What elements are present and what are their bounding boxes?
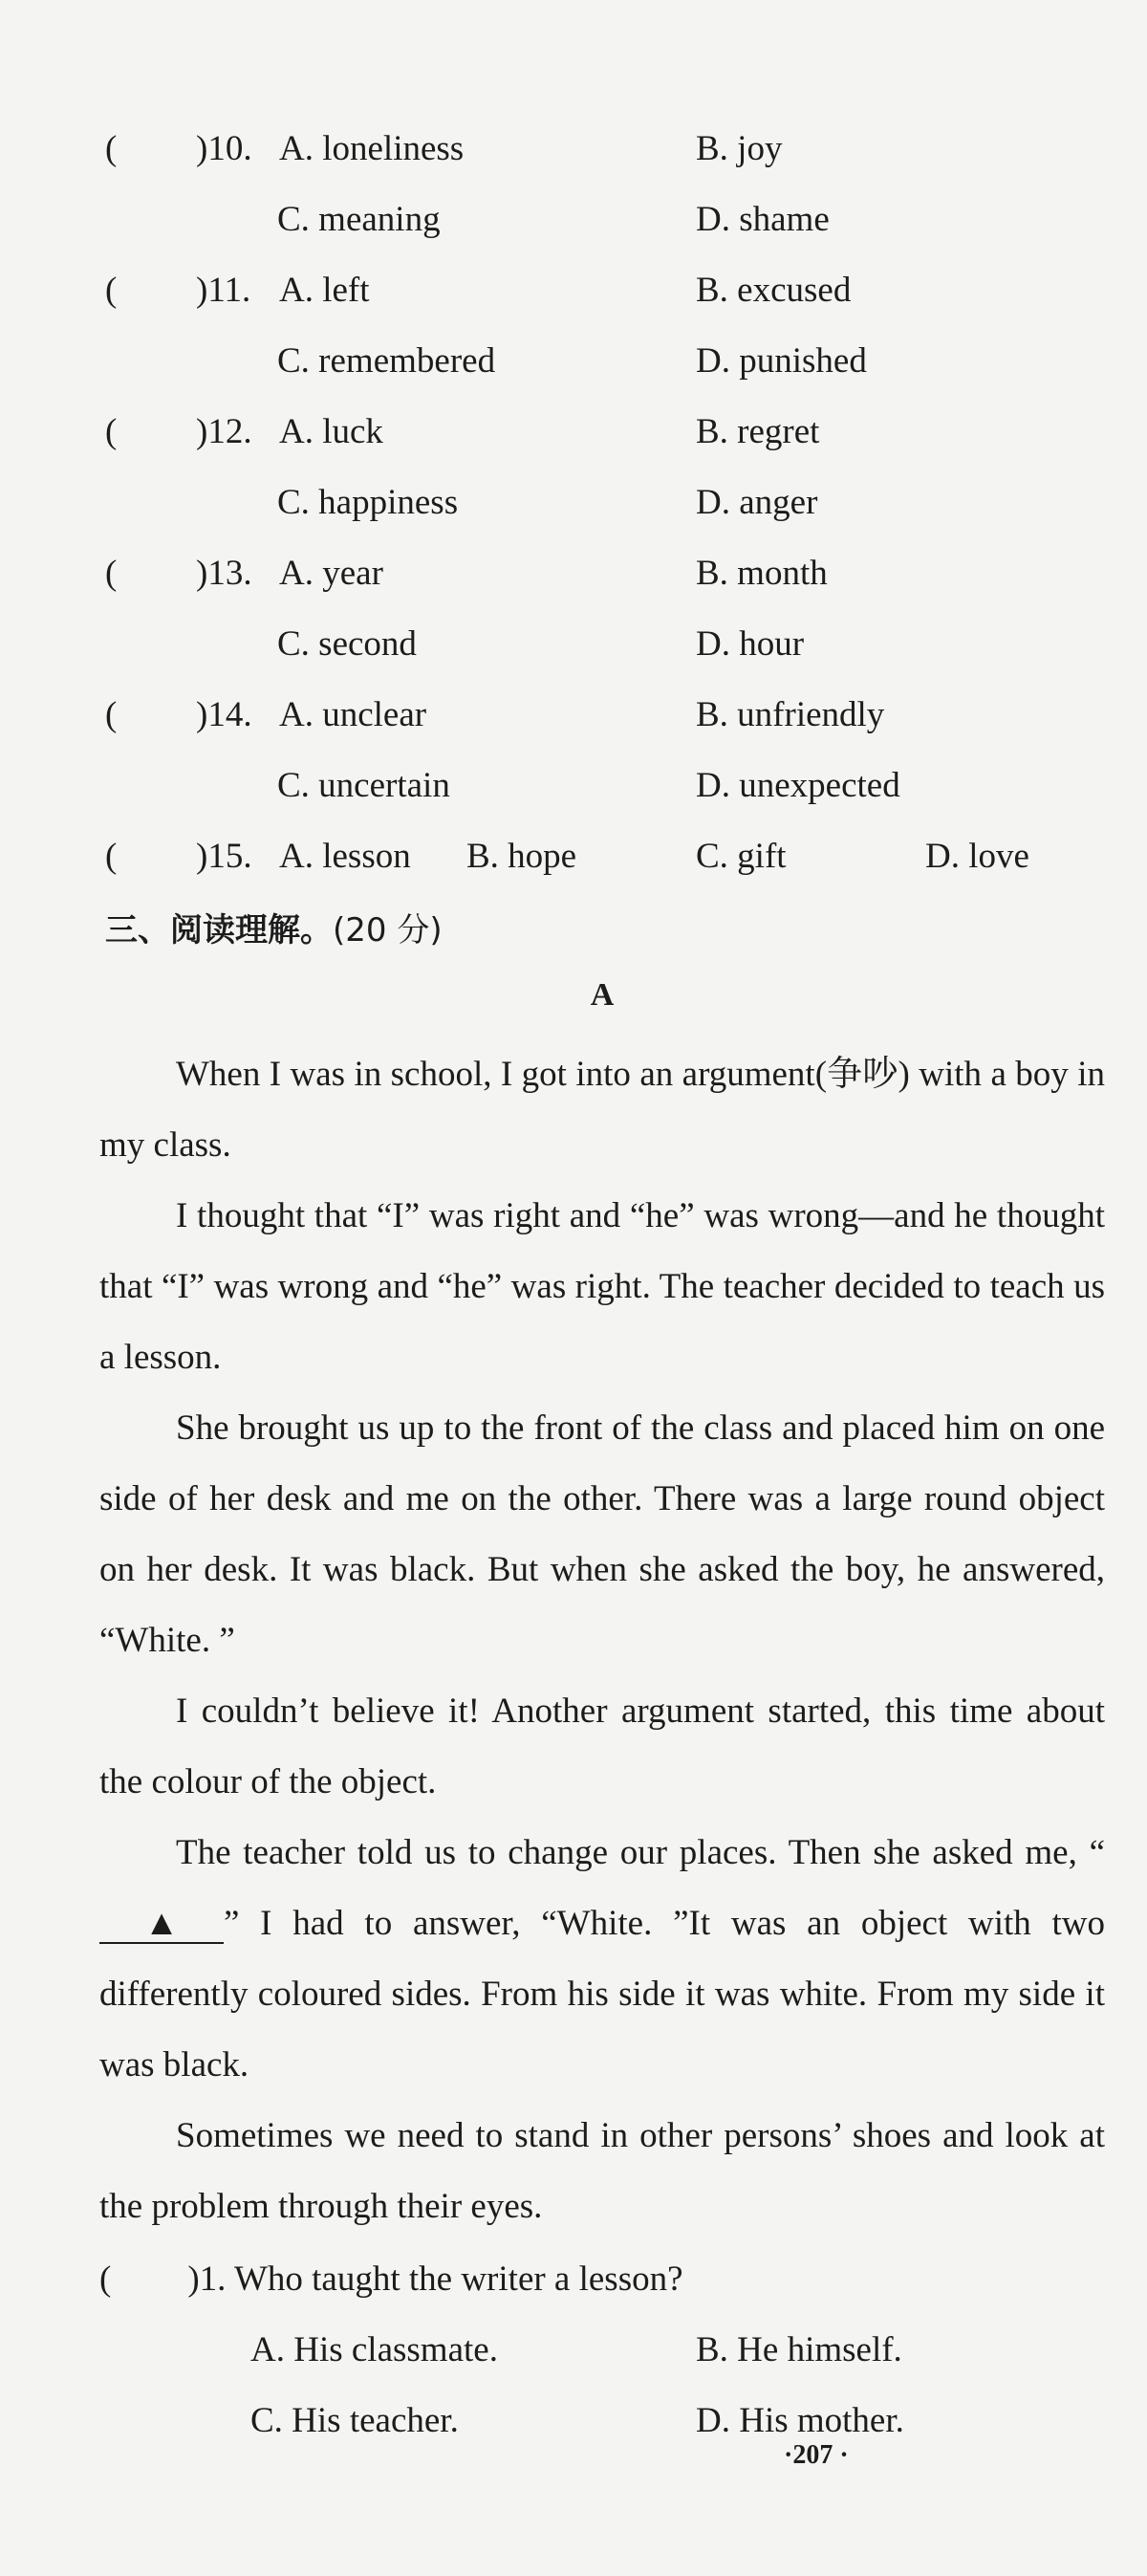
- option-d: D. punished: [696, 341, 867, 381]
- option-d: D. unexpected: [696, 766, 900, 805]
- option-a: A. left: [279, 271, 370, 310]
- paragraph-text: She brought us up to the front of the class and placed him on one side of her desk and me on the other. There was a large round object on her desk. It was black. But when she asked the boy, he answered, “White. ”: [99, 1408, 1105, 1660]
- option-b: B. hope: [466, 837, 577, 876]
- answer-paren[interactable]: (: [105, 554, 118, 593]
- option-c: C. second: [277, 624, 417, 664]
- passage-paragraph-2: [99, 1181, 1105, 1393]
- option-b: B. regret: [696, 412, 820, 451]
- answer-paren[interactable]: (: [105, 412, 118, 451]
- option-a: A. His classmate.: [250, 2330, 498, 2369]
- option-d: D. hour: [696, 624, 805, 664]
- option-d: D. love: [925, 837, 1029, 876]
- option-c: C. meaning: [277, 200, 441, 239]
- passage-paragraph-3: [99, 1393, 1105, 1676]
- option-b: B. joy: [696, 129, 783, 168]
- answer-paren[interactable]: (: [105, 129, 118, 168]
- question-number: )10.: [196, 129, 252, 168]
- option-c: C. uncertain: [277, 766, 450, 805]
- fill-in-blank[interactable]: ▲: [99, 1906, 224, 1944]
- option-b: B. month: [696, 554, 828, 593]
- passage-paragraph-1: [99, 1039, 1105, 1181]
- question-number: )11.: [196, 271, 251, 310]
- answer-paren[interactable]: (: [105, 695, 118, 734]
- question-number: )14.: [196, 695, 252, 734]
- answer-paren[interactable]: (: [105, 837, 118, 876]
- option-b: B. He himself.: [696, 2330, 902, 2369]
- option-b: B. excused: [696, 271, 852, 310]
- passage-paragraph-4: [99, 1676, 1105, 1818]
- answer-paren[interactable]: (: [99, 2259, 112, 2299]
- option-b: B. unfriendly: [696, 695, 885, 734]
- section-title: 三、阅读理解。: [105, 911, 333, 950]
- section-heading: [105, 904, 443, 950]
- option-c: C. happiness: [277, 483, 459, 522]
- option-a: A. lesson: [279, 837, 411, 876]
- paragraph-text: Sometimes we need to stand in other persons’ shoes and look at the problem through their eyes.: [99, 2116, 1105, 2226]
- paragraph-text: I couldn’t believe it! Another argument started, this time about the colour of the object.: [99, 1692, 1105, 1801]
- option-d: D. His mother.: [696, 2401, 904, 2440]
- page-number: ·207 ·: [784, 2440, 849, 2470]
- passage-paragraph-5: [99, 1818, 1105, 2101]
- section-points: (20 分): [333, 911, 443, 950]
- option-d: D. shame: [696, 200, 830, 239]
- option-c: C. gift: [696, 837, 787, 876]
- passage-label: A: [590, 977, 615, 1013]
- paragraph-text: The teacher told us to change our places. Then she asked me, “: [176, 1833, 1105, 1872]
- option-c: C. His teacher.: [250, 2401, 459, 2440]
- question-number: )13.: [196, 554, 252, 593]
- reading-question-1: [99, 2259, 683, 2300]
- option-d: D. anger: [696, 483, 818, 522]
- paragraph-text: ” I had to answer, “White. ”It was an object with two differently coloured sides. From his side it was white. From my side it was black.: [99, 1904, 1105, 2085]
- paragraph-text: When I was in school, I got into an argument(争吵) with a boy in my class.: [99, 1055, 1105, 1165]
- passage-paragraph-6: [99, 2101, 1105, 2242]
- option-a: A. year: [279, 554, 383, 593]
- question-number: )15.: [196, 837, 252, 876]
- answer-paren[interactable]: (: [105, 271, 118, 310]
- option-c: C. remembered: [277, 341, 496, 381]
- question-stem: )1. Who taught the writer a lesson?: [187, 2259, 683, 2299]
- question-number: )12.: [196, 412, 252, 451]
- paragraph-text: I thought that “I” was right and “he” was wrong—and he thought that “I” was wrong and “he” was right. The teacher decided to teach us a lesson.: [99, 1196, 1105, 1377]
- option-a: A. loneliness: [279, 129, 465, 168]
- option-a: A. luck: [279, 412, 383, 451]
- option-a: A. unclear: [279, 695, 427, 734]
